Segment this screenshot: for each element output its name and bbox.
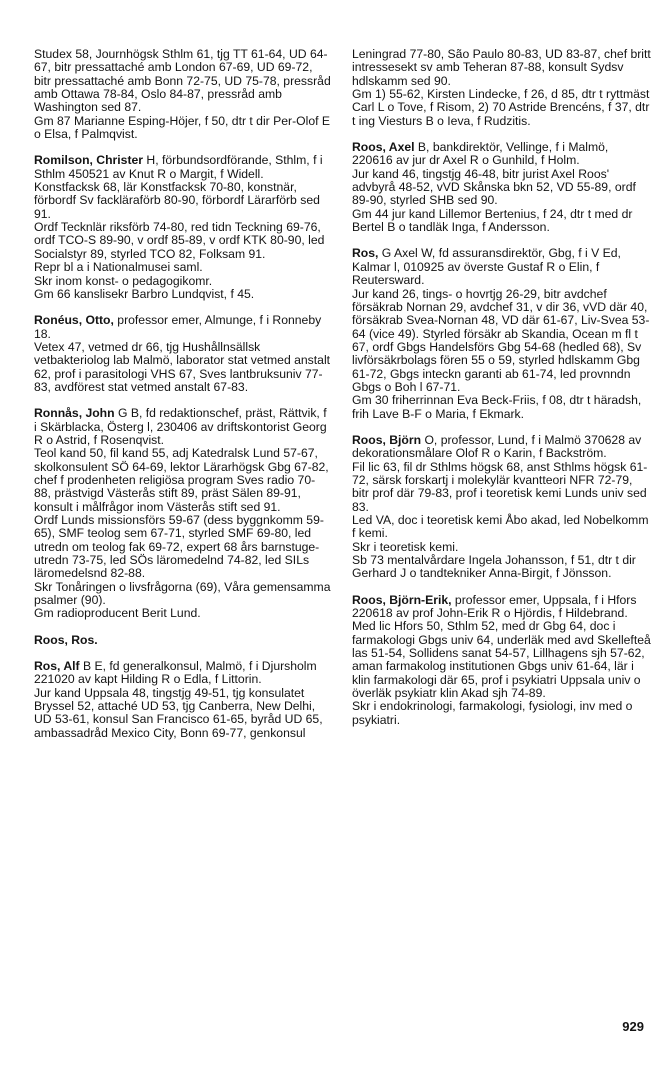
text-paragraph: Teol kand 50, fil kand 55, adj Katedralsk Lund 57-67, skolkonsulent SÖ 64-69, lektor Lärarhögsk Gbg 67-82, chef f prodenheten religiösa program Sves radio 70-88, prästvigd Västerås stift 89, präst Sälen 89-91, konsult i målfrågor inom Västerås stift sed 91. (34, 446, 329, 514)
entry-intro: H, förbundsordförande, Sthlm, f i Sthlm 450521 av Knut R o Margit, f Widell. (34, 153, 323, 181)
biography-entry (352, 434, 652, 581)
text-paragraph: Jur kand 46, tingstjg 46-48, bitr jurist Axel Roos' advbyrå 48-52, vVD Skånska bkn 52, VD 55-89, ordf 89-90, styrled SHB sed 90. (352, 166, 636, 208)
left-column (34, 48, 332, 753)
continuation-entry (34, 48, 332, 141)
text-paragraph: Ordf Lunds missionsförs 59-67 (dess byggnkomm 59-65), SMF teolog sem 67-71, styrled SMF 69-80, led utredn om teolog fak 69-72, expert 68 års barnstuge-utredn 73-75, led SÖs läromedelnd 74-82, led SILs läromedelsnd 82-88. (34, 513, 324, 581)
text-paragraph: Fil lic 63, fil dr Sthlms högsk 68, anst Sthlms högsk 61-72, särsk forskartj i molekylär kvantteori NFR 72-79, bitr prof där 79-83, prof i teoretisk kemi Lunds univ sed 83. (352, 459, 648, 514)
text-paragraph: Med lic Hfors 50, Sthlm 52, med dr Gbg 64, doc i farmakologi Gbgs univ 64, underläk med avd Skellefteå las 51-54, Sollidens sanat 54-57, Lillhagens sjh 57-62, aman farmakolog institutionen Gbgs univ 61-64, lär i klin farmakologi där 65, prof i psykiatri Uppsala univ o överläk psykiatr klin Akad sjh 74-89. (352, 619, 651, 701)
text-paragraph: Gm 30 friherrinnan Eva Beck-Friis, f 08, dtr t häradsh, frih Lave B-F o Maria, f Ekmark. (352, 393, 642, 421)
cross-reference-entry (34, 634, 332, 647)
text-paragraph: Jur kand Uppsala 48, tingstjg 49-51, tjg konsulatet Bryssel 52, attaché UD 53, tjg Canberra, New Delhi, UD 53-61, konsul San Francisco 61-65, byråd UD 65, ambassadråd Mexico City, Bonn 69-77, genkonsul (34, 685, 323, 740)
entry-intro: B E, fd generalkonsul, Malmö, f i Djursholm 221020 av kapt Hilding R o Edla, f Littorin. (34, 659, 317, 687)
biography-entry (34, 154, 332, 301)
entry-name: Ronéus, Otto, (34, 313, 114, 328)
text-paragraph: Skr inom konst- o pedagogikomr. (34, 273, 213, 288)
text-paragraph: Led VA, doc i teoretisk kemi Åbo akad, led Nobelkomm f kemi. (352, 513, 649, 541)
text-paragraph: Vetex 47, vetmed dr 66, tjg Hushållnsällsk vetbakteriolog lab Malmö, laborator stat vetmed anstalt 62, prof i parasitologi VHS 67, Sves lantbruksuniv 77-83, avdförest stat vetmed anstalt 67-83. (34, 339, 331, 394)
entry-name: Roos, Ros. (34, 632, 98, 647)
text-paragraph: Gm radioproducent Berit Lund. (34, 606, 201, 621)
text-paragraph: Gm 44 jur kand Lillemor Bertenius, f 24, dtr t med dr Bertel B o tandläk Inga, f Andersson. (352, 206, 633, 235)
entry-name: Ronnås, John (34, 406, 115, 421)
entry-intro: G Axel W, fd assuransdirektör, Gbg, f i V Ed, Kalmar l, 010925 av överste Gustaf R o Elin, f Reutersward. (352, 246, 621, 288)
entry-intro: B, bankdirektör, Vellinge, f i Malmö, 220616 av jur dr Axel R o Gunhild, f Holm. (352, 140, 609, 168)
biography-entry (352, 594, 652, 727)
entry-name: Ros, Alf (34, 659, 80, 674)
text-paragraph: Leningrad 77-80, São Paulo 80-83, UD 83-87, chef britt intressesekt sv amb Teheran 87-88, konsult Sydsv hdlskamm sed 90. (352, 47, 651, 88)
page-number: 929 (622, 1019, 644, 1034)
entry-name: Romilson, Christer (34, 153, 144, 168)
entry-name: Roos, Axel (352, 140, 415, 155)
text-paragraph: Konstfacksk 68, lär Konstfacksk 70-80, konstnär, förbordf Sv fackläraförb 80-90, förbordf Lärarförb sed 91. (34, 180, 320, 221)
text-paragraph: Skr Tonåringen o livsfrågorna (69), Våra gemensamma psalmer (90). (34, 579, 331, 608)
biography-entry (34, 407, 332, 621)
biography-entry (352, 141, 652, 234)
entry-intro: professor emer, Uppsala, f i Hfors 220618 av prof John-Erik R o Hjördis, f Hildebrand. (352, 592, 637, 621)
entry-name: Roos, Björn-Erik, (352, 592, 452, 607)
continuation-entry (352, 48, 652, 128)
entry-intro: professor emer, Almunge, f i Ronneby 18. (34, 313, 322, 341)
text-paragraph: Repr bl a i Nationalmusei saml. (34, 260, 203, 275)
right-column (352, 48, 652, 740)
entry-intro: G B, fd redaktionschef, präst, Rättvik, f i Skärblacka, Österg l, 230406 av driftskontorist Georg R o Astrid, f Rosenqvist. (34, 406, 327, 447)
text-paragraph: Gm 66 kanslisekr Barbro Lundqvist, f 45. (34, 286, 255, 301)
entry-intro: O, professor, Lund, f i Malmö 370628 av dekorationsmålare Olof R o Karin, f Backström. (352, 432, 642, 461)
text-paragraph: Gm 1) 55-62, Kirsten Lindecke, f 26, d 85, dtr t ryttmäst Carl L o Tove, f Risom, 2) 70 Astride Brencéns, f 37, dtr t ing Viesturs B o Ieva, f Rudzitis. (352, 87, 650, 128)
biography-entry (34, 660, 332, 740)
text-paragraph: Sb 73 mentalvårdare Ingela Johansson, f 51, dtr t dir Gerhard J o tandtekniker Anna-Birgit, f Jönsson. (352, 553, 636, 581)
text-paragraph: Ordf Tecknlär riksförb 74-80, red tidn Teckning 69-76, ordf TCO-S 89-90, v ordf 85-89, v ordf KTK 80-90, led Socialstyr 89, styrled TCO 82, Folksam 91. (34, 220, 325, 261)
biography-entry (34, 314, 332, 394)
text-paragraph: Gm 87 Marianne Esping-Höjer, f 50, dtr t dir Per-Olof E o Elsa, f Palmqvist. (34, 113, 331, 142)
text-paragraph: Jur kand 26, tings- o hovrtjg 26-29, bitr avdchef försäkrab Nornan 29, avdchef 31, v dir 36, vVD där 40, försäkrab Svea-Nornan 48, VD där 61-67, Liv-Svea 53-64 (vice 49). Styrled försäkr ab Skandia, Ocean m fl t 67, ordf Gbgs Handelsförs Gbg 54-68 (hedled 68), Sv livförsäkrbolags fören 55 o 59, styrled hdlskamm Gbg 61-72, Gbgs inteckn garanti ab 61-74, led provnndn Gbgs o Boh l 67-71. (352, 286, 650, 394)
text-paragraph: Skr i teoretisk kemi. (352, 539, 459, 554)
entry-name: Roos, Björn (352, 432, 422, 447)
entry-name: Ros, (352, 246, 379, 261)
text-paragraph: Skr i endokrinologi, farmakologi, fysiologi, inv med o psykiatri. (352, 699, 633, 727)
biography-entry (352, 247, 652, 420)
text-paragraph: Studex 58, Journhögsk Sthlm 61, tjg TT 61-64, UD 64-67, bitr pressattaché amb London 67-69, UD 69-72, bitr pressattaché amb Bonn 72-75, UD 75-78, pressråd amb Ottawa 78-84, Oslo 84-87, pressråd amb Washington sed 87. (34, 47, 331, 115)
